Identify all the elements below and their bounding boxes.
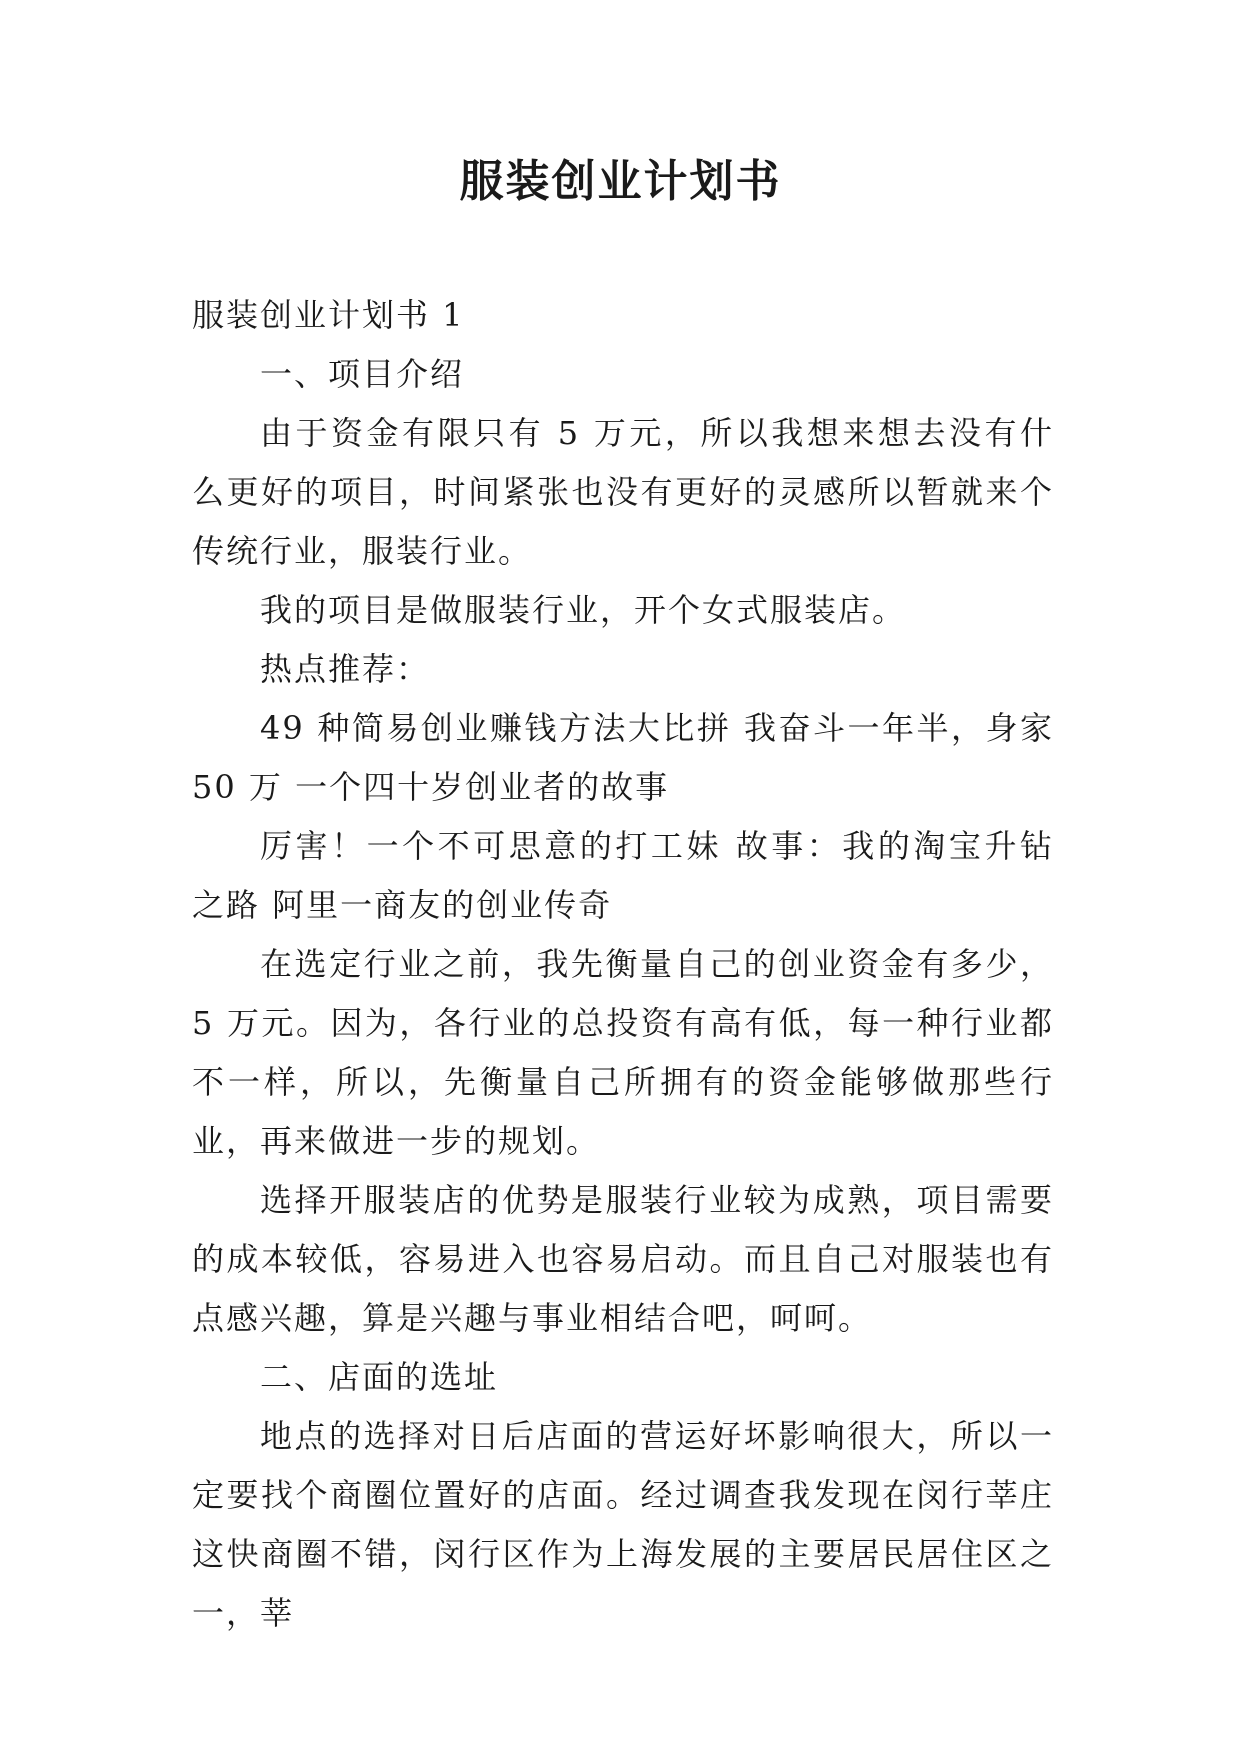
paragraph: 在选定行业之前，我先衡量自己的创业资金有多少，5 万元。因为，各行业的总投资有高有低，每一种行业都不一样，所以，先衡量自己所拥有的资金能够做那些行业，再来做进一步的规划。 — [192, 945, 1054, 1160]
section-heading-project-intro: 一、项目介绍 — [260, 355, 465, 393]
paragraph: 选择开服装店的优势是服装行业较为成熟，项目需要的成本较低，容易进入也容易启动。而且自己对服装也有点感兴趣，算是兴趣与事业相结合吧，呵呵。 — [192, 1181, 1054, 1337]
paragraph: 我的项目是做服装行业，开个女式服装店。 — [260, 591, 907, 629]
paragraph-recommend-links: 厉害！一个不可思意的打工妹 故事：我的淘宝升钻之路 阿里一商友的创业传奇 — [192, 827, 1054, 924]
paragraph-recommend-links: 49 种简易创业赚钱方法大比拼 我奋斗一年半，身家 50 万 一个四十岁创业者的故事 — [192, 709, 1054, 806]
document-body — [192, 286, 1054, 1643]
section-heading-store-location: 二、店面的选址 — [260, 1358, 499, 1396]
paragraph: 地点的选择对日后店面的营运好坏影响很大，所以一定要找个商圈位置好的店面。经过调查我发现在闵行莘庄这快商圈不错，闵行区作为上海发展的主要居民居住区之一，莘 — [192, 1417, 1054, 1632]
paragraph-hot-recommend-label: 热点推荐： — [260, 650, 431, 688]
paragraph-heading: 服装创业计划书 1 — [192, 296, 465, 334]
paragraph: 由于资金有限只有 5 万元，所以我想来想去没有什么更好的项目，时间紧张也没有更好的灵感所以暂就来个传统行业，服装行业。 — [192, 414, 1054, 570]
document-title: 服装创业计划书 — [459, 156, 782, 207]
